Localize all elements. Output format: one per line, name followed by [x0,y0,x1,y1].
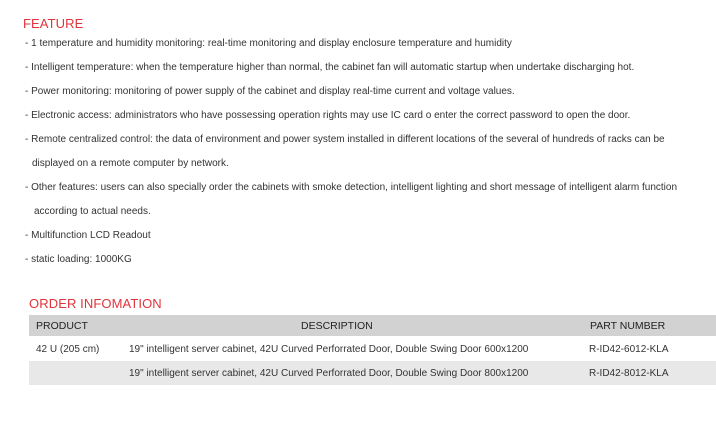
feature-item-power-monitoring: - Power monitoring: monitoring of power supply of the cabinet and display real-time current and voltage values. [25,86,515,97]
feature-item-lcd-readout: - Multifunction LCD Readout [25,230,151,241]
feature-item-other-features-cont: according to actual needs. [34,206,151,217]
cell-description: 19" intelligent server cabinet, 42U Curved Perforrated Door, Double Swing Door 800x1200 [129,367,529,379]
feature-heading: FEATURE [23,16,84,31]
table-row [29,337,716,361]
header-description: DESCRIPTION [301,319,373,332]
feature-item-temp-humidity: - 1 temperature and humidity monitoring: real-time monitoring and display enclosure temperature and humidity [25,38,512,49]
order-table-header [29,315,716,336]
order-info-heading: ORDER INFOMATION [29,296,162,311]
cell-product: 42 U (205 cm) [36,343,100,355]
header-product: PRODUCT [36,319,88,332]
feature-item-other-features: - Other features: users can also specially order the cabinets with smoke detection, intelligent lighting and short message of intelligent alarm function [25,182,678,193]
feature-item-static-loading: - static loading: 1000KG [25,254,132,265]
header-part-number: PART NUMBER [590,319,666,332]
feature-item-electronic-access: - Electronic access: administrators who have possessing operation rights may use IC card o enter the correct password to open the door. [25,110,631,121]
table-row [29,361,716,385]
order-table [29,315,716,385]
cell-part-number: R-ID42-6012-KLA [589,343,669,355]
cell-part-number: R-ID42-8012-KLA [589,367,669,379]
feature-item-remote-control: - Remote centralized control: the data of environment and power system installed in different locations of the several of hundreds of racks can be [25,134,665,145]
cell-description: 19" intelligent server cabinet, 42U Curved Perforrated Door, Double Swing Door 600x1200 [129,343,529,355]
feature-item-intelligent-temp: - Intelligent temperature: when the temperature higher than normal, the cabinet fan will automatic startup when undertake discharging hot. [25,62,635,73]
feature-item-remote-control-cont: displayed on a remote computer by network. [32,158,229,169]
